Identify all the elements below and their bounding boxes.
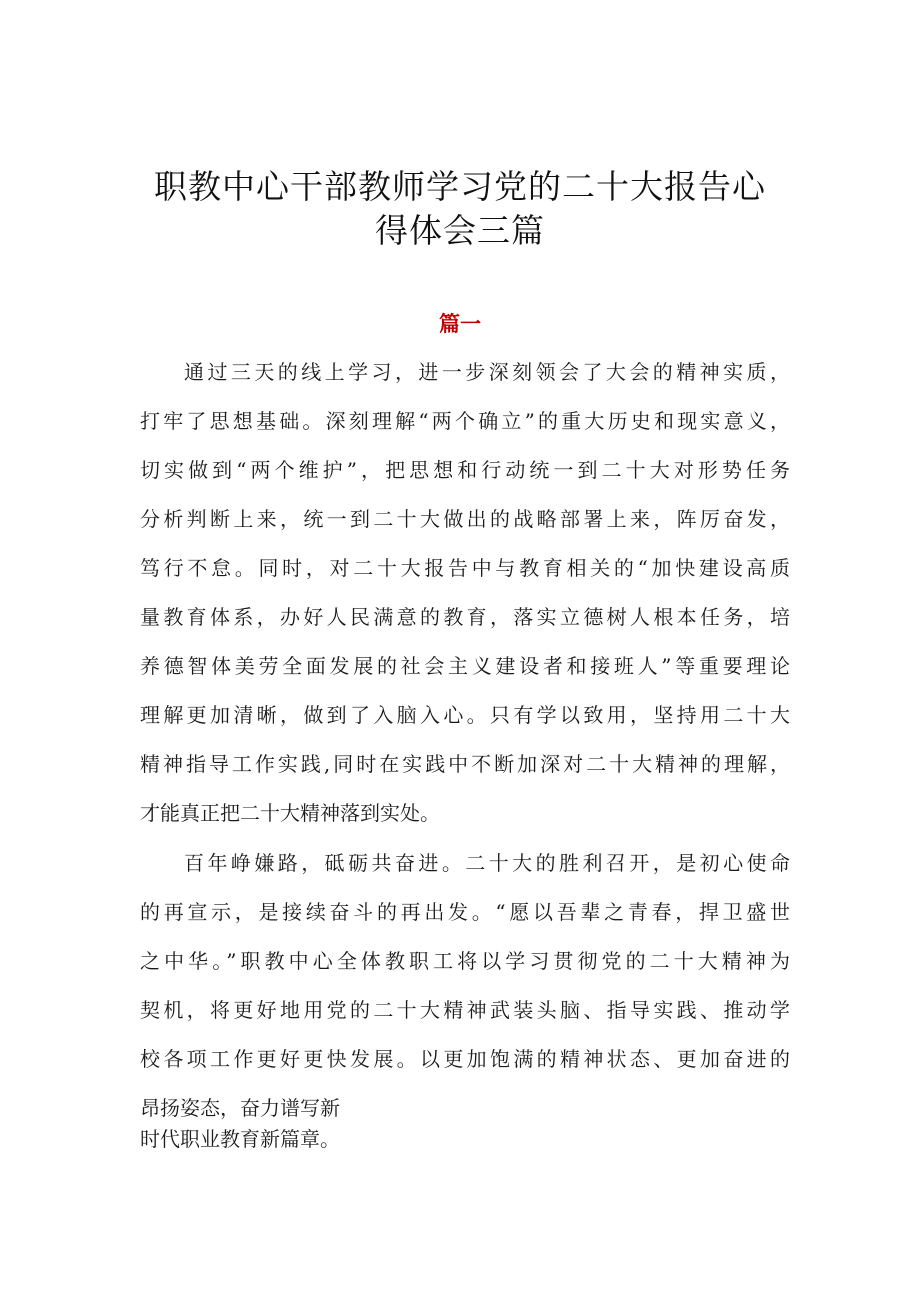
paragraph-2-line: 昂扬姿态，奋力谱写新 xyxy=(140,1096,340,1120)
document-title-line-2: 得体会三篇 xyxy=(375,211,545,250)
paragraph-1-line: 才能真正把二十大精神落到实处。 xyxy=(140,801,440,825)
paragraph-2-line: 的再宣示，是接续奋斗的再出发。“愿以吾辈之青春，捍卫盛世 xyxy=(140,900,790,924)
paragraph-1-line: 分析判断上来，统一到二十大做出的战略部署上来，阵厉奋发， xyxy=(140,507,790,531)
document-title-line-1: 职教中心干部教师学习党的二十大报告心 xyxy=(154,167,766,206)
paragraph-1-line: 通过三天的线上学习，进一步深刻领会了大会的精神实质， xyxy=(184,360,790,384)
paragraph-1-line: 理解更加清晰，做到了入脑入心。只有学以致用，坚持用二十大 xyxy=(140,703,790,727)
paragraph-2-line: 时代职业教育新篇章。 xyxy=(140,1127,340,1151)
paragraph-1-line: 切实做到“两个维护”，把思想和行动统一到二十大对形势任务 xyxy=(140,458,790,482)
paragraph-1-line: 养德智体美劳全面发展的社会主义建设者和接班人”等重要理论 xyxy=(140,654,790,678)
paragraph-1-line: 打牢了思想基础。深刻理解“两个确立”的重大历史和现实意义， xyxy=(140,409,790,433)
paragraph-1-line: 精神指导工作实践,同时在实践中不断加深对二十大精神的理解， xyxy=(140,752,790,776)
paragraph-2-line: 百年峥嫌路，砥砺共奋进。二十大的胜利召开，是初心使命 xyxy=(184,851,790,875)
paragraph-2-line: 校各项工作更好更快发展。以更加饱满的精神状态、更加奋进的 xyxy=(140,1047,790,1071)
paragraph-2-line: 之中华。”职教中心全体教职工将以学习贯彻党的二十大精神为 xyxy=(140,949,790,973)
paragraph-1-line: 量教育体系，办好人民满意的教育，落实立德树人根本任务，培 xyxy=(140,605,790,629)
paragraph-1-line: 笃行不怠。同时，对二十大报告中与教育相关的“加快建设高质 xyxy=(140,556,790,580)
paragraph-2-line: 契机，将更好地用党的二十大精神武装头脑、指导实践、推动学 xyxy=(140,998,790,1022)
section-heading: 篇一 xyxy=(439,312,481,336)
